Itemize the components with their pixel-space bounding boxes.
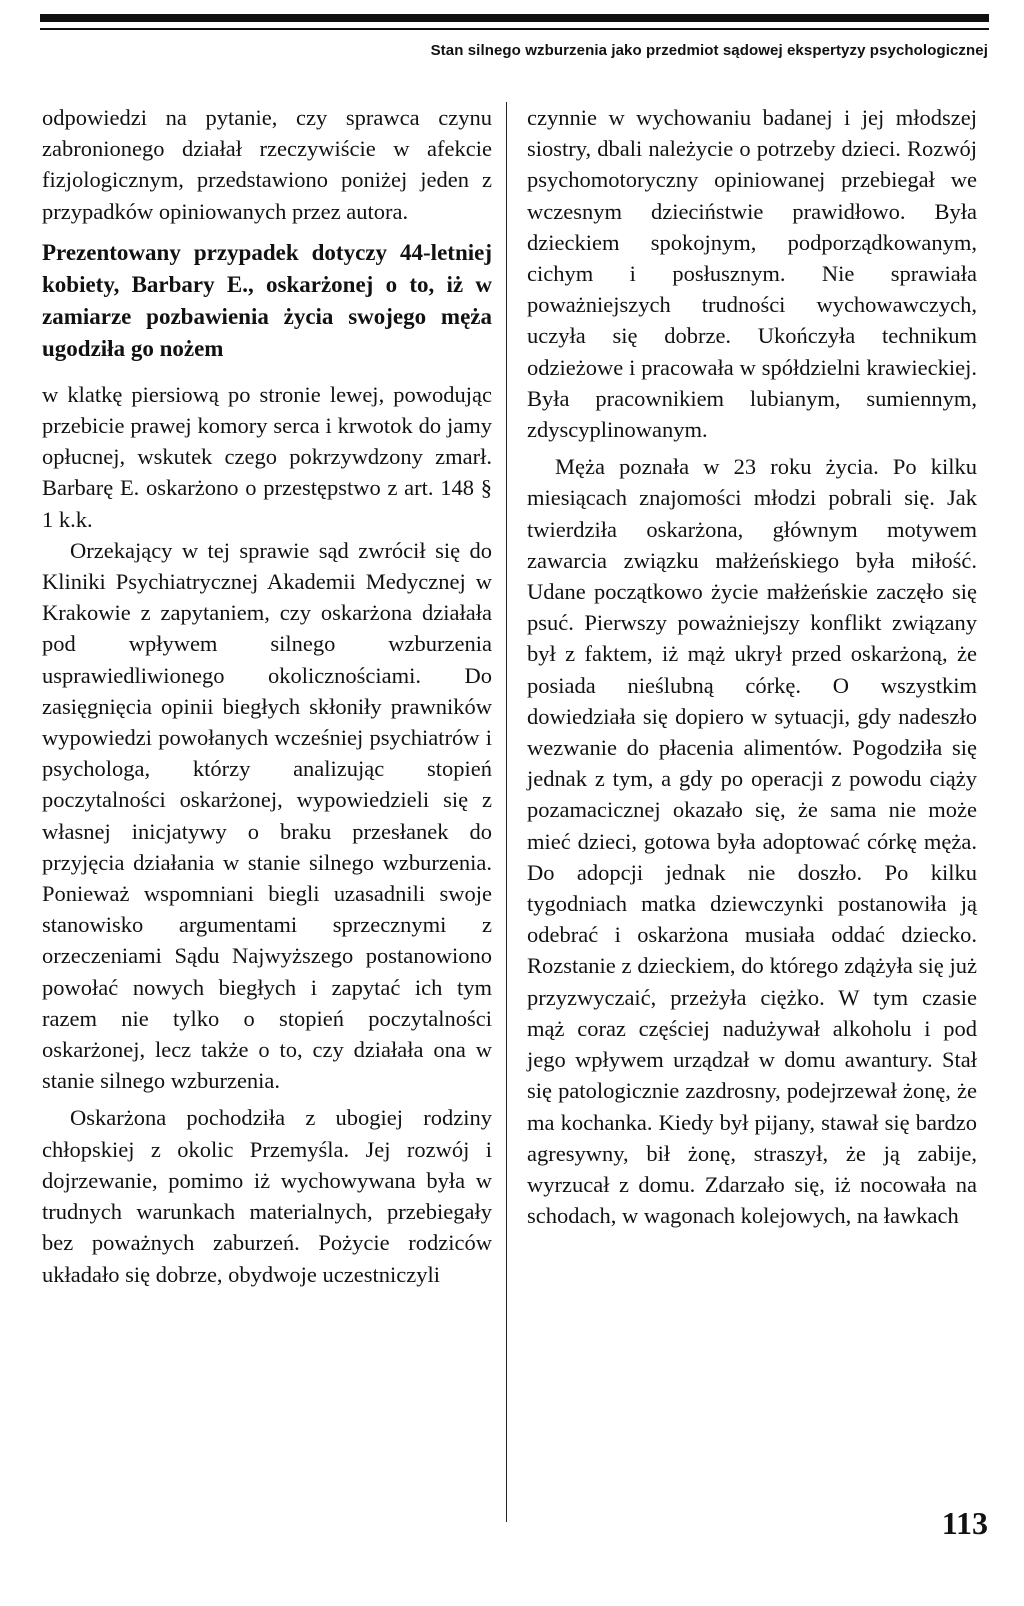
- column-divider: [506, 102, 507, 1522]
- left-column: [42, 102, 492, 1290]
- header-rule-thick: [40, 14, 989, 22]
- paragraph-marriage: Męża poznała w 23 roku życia. Po kilku miesiącach znajomości młodzi pobrali się. Jak twierdziła oskarżona, głównym motywem zawarcia związku małżeńskiego była miłość. Udane początkowo życie małżeńskie zaczęło się psuć. Pierwszy poważniejszy konflikt związany był z faktem, iż mąż ukrył przed oskarżoną, że posiada nieślubną córkę. O wszystkim dowiedziała się dopiero w sytuacji, gdy nadeszło wezwanie do płacenia alimentów. Pogodziła się jednak z tym, a gdy po operacji z powodu ciąży pozamacicznej okazało się, że sama nie może mieć dzieci, gotowa była adoptować córkę męża. Do adopcji jednak nie doszło. Po kilku tygodniach matka dziewczynki postanowiła ją odebrać i oskarżona musiała oddać dziecko. Rozstanie z dzieckiem, do którego zdążyła się już przyzwyczaić, przeżyła ciężko. W tym czasie mąż coraz częściej nadużywał alkoholu i pod jego wpływem urządzał w domu awantury. Stał się patologicznie zazdrosny, podejrzewał żonę, że ma kochanka. Kiedy był pijany, stawał się bardzo agresywny, bił żonę, straszył, że ją zabije, wyrzucał z domu. Zdarzało się, iż nocowała na schodach, w wagonach kolejowych, na ławkach: [527, 454, 977, 1229]
- paragraph-court: Orzekający w tej sprawie sąd zwrócił się do Kliniki Psychiatrycznej Akademii Medycznej w Krakowie z zapytaniem, czy oskarżona działała pod wpływem silnego wzburzenia usprawiedliwionego okolicznościami. Do zasięgnięcia opinii biegłych skłoniły prawników wypowiedzi powołanych wcześniej psychiatrów i psychologa, którzy analizując stopień poczytalności oskarżonej, wypowiedzieli się z własnej inicjatywy o braku przesłanek do przyjęcia działania w stanie silnego wzburzenia. Ponieważ wspomniani biegli uzasadnili swoje stanowisko argumentami sprzecznymi z orzeczeniami Sądu Najwyższego postanowiono powołać nowych biegłych i zapytać ich tym razem nie tylko o stopień poczytalności oskarżonej, lecz także o to, czy działała ona w stanie silnego wzburzenia.: [42, 537, 492, 1094]
- page-number: 113: [941, 1505, 988, 1541]
- right-column: [527, 102, 977, 1231]
- paragraph-intro: odpowiedzi na pytanie, czy sprawca czynu zabronionego działał rzeczywiście w afekcie fizjologicznym, przedstawiono poniżej jeden z przypadków opiniowanych przez autora.: [42, 105, 492, 224]
- paragraph-upbringing: czynnie w wychowaniu badanej i jej młodszej siostry, dbali należycie o potrzeby dzieci. Rozwój psychomotoryczny opiniowanej przebiegał we wczesnym dzieciństwie prawidłowo. Była dzieckiem spokojnym, podporządkowanym, cichym i posłusznym. Nie sprawiała poważniejszych trudności wychowawczych, uczyła się dobrze. Ukończyła technikum odzieżowe i pracowała w spółdzielni krawieckiej. Była pracownikiem lubianym, sumiennym, zdyscyplinowanym.: [527, 105, 977, 443]
- paragraph-background: Oskarżona pochodziła z ubogiej rodziny chłopskiej z okolic Przemyśla. Jej rozwój i dojrzewanie, pomimo iż wychowywana była w trudnych warunkach materialnych, przebiegały bez poważnych zaburzeń. Pożycie rodziców układało się dobrze, obydwoje uczestniczyli: [42, 1105, 492, 1287]
- highlight-paragraph: Prezentowany przypadek dotyczy 44-letniej kobiety, Barbary E., oskarżonej o to, iż w zamiarze pozbawienia życia swojego męża ugodziła go nożem: [42, 239, 492, 361]
- header-rule-thin: [40, 28, 989, 30]
- running-title: Stan silnego wzburzenia jako przedmiot sądowej ekspertyzy psychologicznej: [430, 42, 988, 59]
- paragraph-charge: w klatkę piersiową po stronie lewej, powodując przebicie prawej komory serca i krwotok do jamy opłucnej, wskutek czego pokrzywdzony zmarł. Barbarę E. oskarżono o przestępstwo z art. 148 § 1 k.k.: [42, 381, 492, 532]
